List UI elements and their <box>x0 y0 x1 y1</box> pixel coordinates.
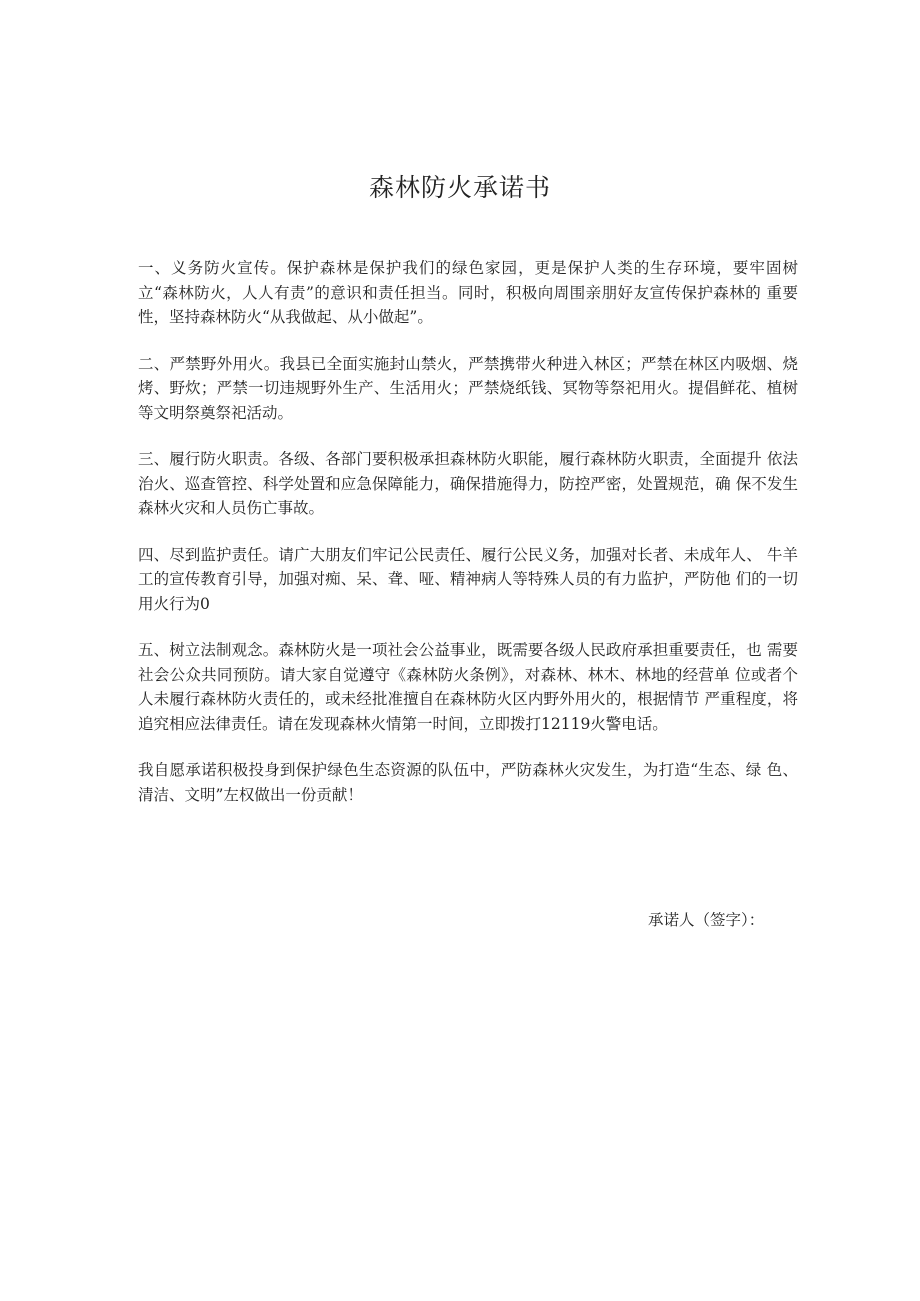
paragraph-fire-prevention-publicity: 一、义务防火宣传。保护森林是保护我们的绿色家园，更是保护人类的生存环境，要牢固树 立“森林防火，人人有责”的意识和责任担当。同时，积极向周围亲朋好友宣传保护森林的 重要性，坚持森林防火“从我做起、从小做起”。 <box>138 259 798 326</box>
document-title: 森林防火承诺书 <box>368 173 551 202</box>
paragraph-commitment: 我自愿承诺积极投身到保护绿色生态资源的队伍中，严防森林火灾发生，为打造“生态、绿 色、清洁、文明”左权做出一份贡献！ <box>138 761 798 804</box>
paragraph-legal-awareness: 五、树立法制观念。森林防火是一项社会公益事业，既需要各级人民政府承担重要责任，也 需要社会公众共同预防。请大家自觉遵守《森林防火条例》，对森林、林木、林地的经营单 位或者个人未履行森林防火责任的，或未经批准擅自在森林防火区内野外用火的，根据情节 严重程度，将追究相应法律责任。请在发现森林火情第一时间，立即拨打12119火警电话。 <box>138 641 798 733</box>
paragraph-outdoor-fire-ban: 二、严禁野外用火。我县已全面实施封山禁火，严禁携带火种进入林区；严禁在林区内吸烟、烧烤、野炊；严禁一切违规野外生产、生活用火；严禁烧纸钱、冥物等祭祀用火。提倡鲜花、植树等文明祭奠祭祀活动。 <box>138 354 798 422</box>
document-body <box>138 256 798 829</box>
paragraph-guardianship: 四、尽到监护责任。请广大朋友们牢记公民责任、履行公民义务，加强对长者、未成年人、 牛羊工的宣传教育引导，加强对痴、呆、聋、哑、精神病人等特殊人员的有力监护，严防他 们的一切用火行为0 <box>138 545 798 613</box>
signature-label: 承诺人（签字）： <box>648 911 765 929</box>
paragraph-fire-duties: 三、履行防火职责。各级、各部门要积极承担森林防火职能，履行森林防火职责，全面提升 依法治火、巡查管控、科学处置和应急保障能力，确保措施得力，防控严密，处置规范，确 保不发生森林火灾和人员伤亡事故。 <box>138 450 798 517</box>
